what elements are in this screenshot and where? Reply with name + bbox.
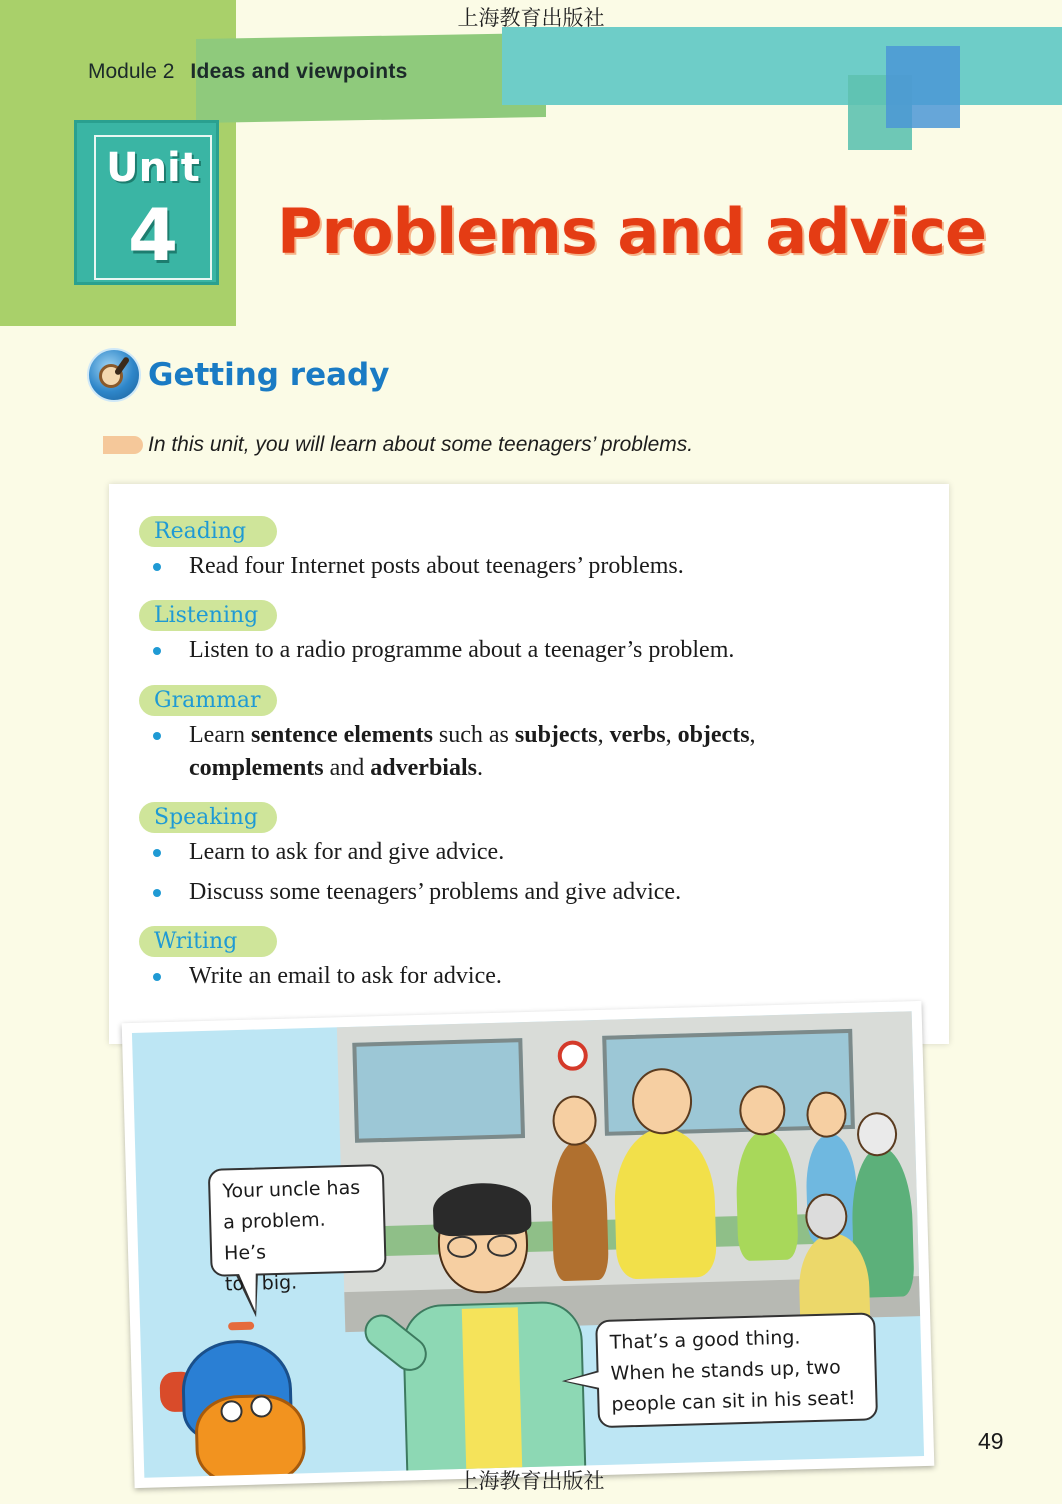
list-item <box>139 550 684 583</box>
grammar-text: , <box>597 722 610 748</box>
speech-line: a problem. He’s <box>222 1208 326 1265</box>
list-item-text: Read four Internet posts about teenagers’ problems. <box>189 553 684 579</box>
speech-line: When he stands up, two <box>610 1356 842 1385</box>
glasses-icon <box>445 1234 522 1258</box>
speech-line: Your uncle has <box>222 1176 361 1203</box>
publisher-watermark-top: 上海教育出版社 <box>457 6 605 30</box>
list-item <box>139 836 681 869</box>
section-label-grammar: Grammar <box>139 685 277 716</box>
speech-line: people can sit in his seat! <box>611 1386 856 1416</box>
intro-tag-marker <box>103 436 143 454</box>
speech-line: too big. <box>224 1271 298 1296</box>
grammar-term: subjects <box>514 722 598 748</box>
speech-line: That’s a good thing. <box>609 1326 801 1354</box>
glasses-lens <box>487 1234 518 1257</box>
section-label-speaking: Speaking <box>139 802 277 833</box>
comic-illustration <box>122 1001 935 1488</box>
unit-number: 4 <box>127 193 179 277</box>
bullet-dot-icon <box>153 889 161 897</box>
list-item <box>139 719 756 785</box>
header-blue-square <box>886 46 960 128</box>
unit-intro-text: In this unit, you will learn about some teenagers’ problems. <box>148 433 694 456</box>
unit-badge <box>74 120 219 285</box>
unit-label: Unit <box>106 145 200 191</box>
section-label-listening: Listening <box>139 600 277 631</box>
section-listening <box>139 600 734 667</box>
list-item-text: Listen to a radio programme about a teenager’s problem. <box>189 637 735 663</box>
module-label: Module 2 <box>88 60 175 83</box>
grammar-text: such as <box>432 722 515 748</box>
grammar-term: sentence elements <box>250 722 433 748</box>
publisher-watermark-bottom: 上海教育出版社 <box>457 1469 605 1493</box>
speech-tail-fill <box>566 1372 600 1389</box>
grammar-term: adverbials <box>370 755 477 781</box>
section-grammar <box>139 685 756 785</box>
header-teal-band <box>502 27 1062 105</box>
list-item-text: Write an email to ask for advice. <box>189 963 502 989</box>
bullet-dot-icon <box>153 732 161 740</box>
grammar-text: . <box>476 755 483 781</box>
grammar-text: , <box>749 722 756 748</box>
magnifier-icon <box>87 348 141 402</box>
list-item-text: Discuss some teenagers’ problems and give advice. <box>189 879 682 905</box>
module-title: Ideas and viewpoints <box>190 60 408 83</box>
grammar-text: and <box>323 755 371 781</box>
robot-propeller-icon <box>228 1322 254 1331</box>
bullet-dot-icon <box>153 647 161 655</box>
unit-badge-frame <box>94 135 212 280</box>
unit-title: Problems and advice <box>277 195 987 268</box>
section-label-reading: Reading <box>139 516 277 547</box>
bullet-dot-icon <box>153 973 161 981</box>
grammar-term: verbs <box>609 722 666 748</box>
glasses-lens <box>447 1235 478 1258</box>
grammar-term: complements <box>189 755 324 781</box>
boy-hair <box>432 1182 531 1237</box>
list-item <box>139 634 734 667</box>
grammar-text: , <box>665 722 678 748</box>
module-heading <box>88 60 408 84</box>
list-item-text: Learn to ask for and give advice. <box>189 839 505 865</box>
section-writing <box>139 926 502 993</box>
section-reading <box>139 516 684 583</box>
boy-shirt <box>462 1307 523 1477</box>
comic-panel <box>132 1011 924 1478</box>
grammar-term: objects <box>677 722 750 748</box>
list-item <box>139 876 681 909</box>
list-item <box>139 960 502 993</box>
section-speaking <box>139 802 681 909</box>
page-number: 49 <box>978 1428 1004 1454</box>
grammar-text: Learn <box>189 722 251 748</box>
bullet-dot-icon <box>153 563 161 571</box>
getting-ready-title: Getting ready <box>148 357 390 393</box>
train-window <box>352 1038 525 1143</box>
unit-objectives-box <box>109 484 949 1044</box>
bullet-dot-icon <box>153 849 161 857</box>
speech-bubble-left <box>208 1164 387 1296</box>
section-label-writing: Writing <box>139 926 277 957</box>
speech-bubble-right <box>595 1312 878 1428</box>
